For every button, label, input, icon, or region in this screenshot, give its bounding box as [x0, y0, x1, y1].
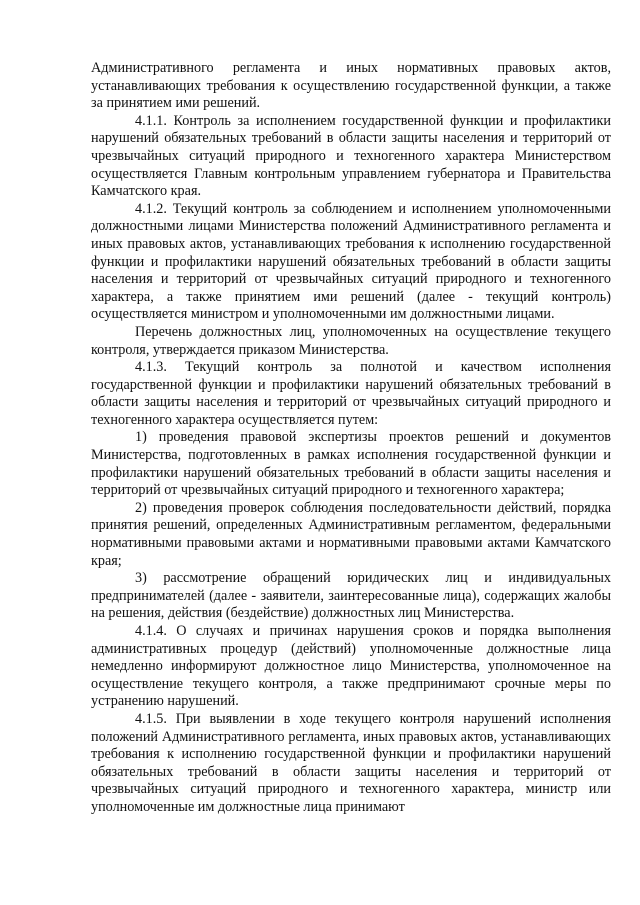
paragraph-4-1-4: 4.1.4. О случаях и причинах нарушения сроков и порядка выполнения административных процедур (действий) уполномоченные должностные лица немедленно информируют должностное лицо Министерства, уполномоченное на осуществление текущего контроля, а также предпринимают срочные меры по устранению нарушений.	[91, 623, 611, 710]
document-page	[91, 60, 611, 817]
paragraph-4-1-3: 4.1.3. Текущий контроль за полнотой и качеством исполнения государственной функции и профилактики нарушений обязательных требований в области защиты населения и территорий от чрезвычайных ситуаций природного и техногенного характера осуществляется путем:	[91, 359, 611, 428]
list-item-1: 1) проведения правовой экспертизы проектов решений и документов Министерства, подготовленных в рамках исполнения государственной функции и профилактики нарушений обязательных требований в области защиты населения и территорий от чрезвычайных ситуаций природного и техногенного характера;	[91, 429, 611, 499]
paragraph-4-1-2: 4.1.2. Текущий контроль за соблюдением и исполнением уполномоченными должностными лицами Министерства положений Административного регламента и иных правовых актов, устанавливающих требования к исполнению государственной функции и профилактики нарушений обязательных требований в области защиты населения и территорий от чрезвычайных ситуаций природного и техногенного характера, а также принятием ими решений (далее - текущий контроль) осуществляется министром и уполномоченными им должностными лицами.	[91, 200, 611, 323]
paragraph-officials-list: Перечень должностных лиц, уполномоченных на осуществление текущего контроля, утверждается приказом Министерства.	[91, 323, 611, 358]
paragraph-4-1-1: 4.1.1. Контроль за исполнением государственной функции и профилактики нарушений обязательных требований в области защиты населения и территорий от чрезвычайных ситуаций природного и техногенного характера Министерством осуществляется Главным контрольным управлением губернатора и Правительства Камчатского края.	[91, 112, 611, 200]
paragraph-4-1-5: 4.1.5. При выявлении в ходе текущего контроля нарушений исполнения положений Административного регламента, иных правовых актов, устанавливающих требования к исполнению государственной функции и профилактики нарушений обязательных требований в области защиты населения и территорий от чрезвычайных ситуаций природного и техногенного характера, министр или уполномоченные им должностные лица принимают	[91, 710, 611, 815]
paragraph-continuation: Административного регламента и иных нормативных правовых актов, устанавливающих требования к осуществлению государственной функции, а также за принятием ими решений.	[91, 60, 611, 112]
list-item-2: 2) проведения проверок соблюдения последовательности действий, порядка принятия решений, определенных Административным регламентом, федеральными нормативными правовыми актами и нормативными правовыми актами Камчатского края;	[91, 499, 611, 569]
list-item-3: 3) рассмотрение обращений юридических лиц и индивидуальных предпринимателей (далее - заявители, заинтересованные лица), содержащих жалобы на решения, действия (бездействие) должностных лиц Министерства.	[91, 570, 611, 622]
